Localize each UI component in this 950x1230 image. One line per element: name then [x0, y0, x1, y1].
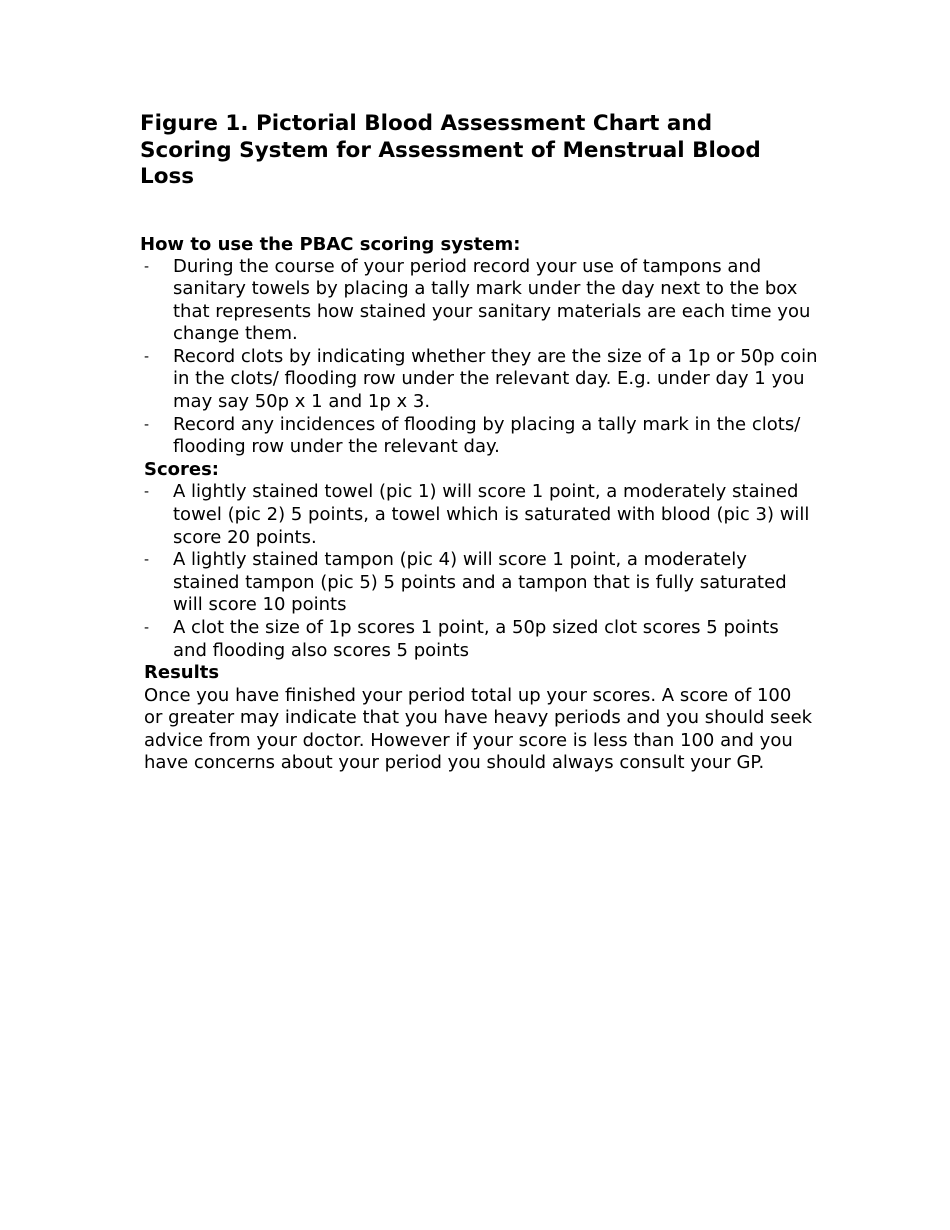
- list-item: [140, 549, 818, 617]
- scores-list: [140, 481, 830, 662]
- how-to-heading: How to use the PBAC scoring system:: [140, 233, 521, 255]
- results-paragraph: Once you have finished your period total up your scores. A score of 100 or greater may indicate that you have heavy periods and you should seek advice from your doctor. However if your score is less than 100 and you have concerns about your period you should always consult your GP.: [144, 684, 813, 774]
- bullet-dash: -: [144, 416, 150, 433]
- list-item-text: Record clots by indicating whether they are the size of a 1p or 50p coin in the clots/ flooding row under the relevant day. E.g. under day 1 you may say 50p x 1 and 1p x 3.: [173, 345, 818, 413]
- list-item-text: A lightly stained towel (pic 1) will score 1 point, a moderately stained towel (pic 2) 5 points, a towel which is saturated with blood (pic 3) will score 20 points.: [173, 481, 810, 548]
- document-page: [140, 111, 830, 775]
- list-item-text: During the course of your period record your use of tampons and sanitary towels by placing a tally mark under the day next to the box that represents how stained your sanitary materials are each time you change them.: [173, 255, 811, 345]
- bullet-dash: -: [144, 552, 150, 569]
- list-item-text: A clot the size of 1p scores 1 point, a 50p sized clot scores 5 points and flooding also scores 5 points: [173, 616, 779, 661]
- bullet-dash: -: [144, 619, 150, 636]
- list-item-text: A lightly stained tampon (pic 4) will score 1 point, a moderately stained tampon (pic 5) 5 points and a tampon that is fully saturated will score 10 points: [173, 549, 787, 616]
- list-item: [140, 346, 818, 414]
- list-item: [140, 481, 818, 549]
- how-to-list: [140, 256, 830, 459]
- scores-heading: Scores:: [144, 458, 219, 480]
- list-item: [140, 414, 818, 459]
- bullet-dash: -: [144, 258, 150, 275]
- list-item: [140, 256, 818, 346]
- list-item-text: Record any incidences of flooding by placing a tally mark in the clots/ flooding row under the relevant day.: [173, 413, 801, 458]
- results-heading: Results: [144, 662, 220, 684]
- figure-title: Figure 1. Pictorial Blood Assessment Chart and Scoring System for Assessment of Menstrual Blood Loss: [140, 111, 761, 189]
- bullet-dash: -: [144, 348, 150, 365]
- bullet-dash: -: [144, 484, 150, 501]
- list-item: [140, 617, 818, 662]
